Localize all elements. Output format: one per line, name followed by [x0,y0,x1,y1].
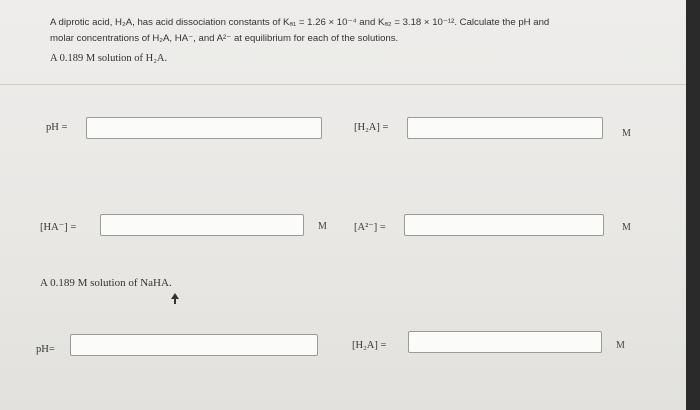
ph-input-part2[interactable] [70,334,318,356]
h2a-label-part2: [H₂A] = [352,340,387,351]
h2a-label-part1: [H₂A] = [354,122,389,133]
h2a-input-part2[interactable] [408,331,602,353]
h2a-unit-part1: M [622,128,631,139]
ph-label-part1: pH = [46,122,68,133]
screen-edge [686,0,700,410]
question-line-1: A diprotic acid, H₂A, has acid dissociation constants of Kₐ₁ = 1.26 × 10⁻⁴ and Kₐ₂ = 3.18 × 10⁻¹². Calculate the pH and [50,17,550,28]
a2-label-part1: [A²⁻] = [354,222,386,233]
part1-heading: A 0.189 M solution of H₂A. [50,53,168,64]
h2a-unit-part2: M [616,340,625,351]
question-text [50,15,610,47]
question-line-2: molar concentrations of H₂A, HA⁻, and A²⁻ at equilibrium for each of the solutions. [50,33,399,44]
ha-label-part1: [HA⁻] = [40,222,77,233]
ha-input-part1[interactable] [100,214,304,236]
mouse-pointer-icon [170,293,180,305]
ha-unit-part1: M [318,221,327,232]
divider [0,84,686,85]
a2-unit-part1: M [622,222,631,233]
ph-input-part1[interactable] [86,117,322,139]
h2a-input-part1[interactable] [407,117,603,139]
a2-input-part1[interactable] [404,214,604,236]
part2-heading: A 0.189 M solution of NaHA. [40,277,172,289]
ph-label-part2: pH= [36,344,55,355]
